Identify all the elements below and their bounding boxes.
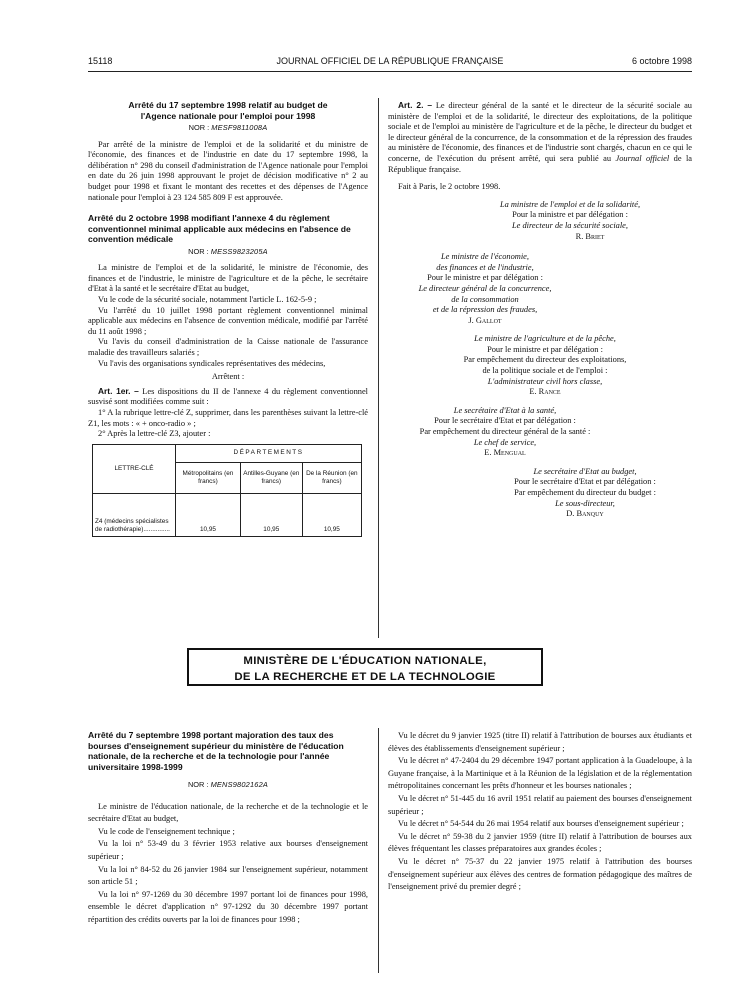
sig4-line-4: Le chef de service, xyxy=(473,437,537,447)
arrete3-left-para-3: Vu la loi n° 53-49 du 3 février 1953 relative aux bourses d'enseignement supérieur ; xyxy=(88,839,368,861)
signature-block-1 xyxy=(388,200,692,242)
arrete3-right-para-2: Vu le décret n° 47-2404 du 29 décembre 1947 portant application à la Guadeloupe, à la Guyane française, à la Martinique et à la Réunion de la législation et de la réglementation métropolitaines concernant les prêts d'honneur et les bourses nationales ; xyxy=(388,756,692,791)
article-1 xyxy=(88,386,368,408)
sig2-line-3: Pour le ministre et par délégation : xyxy=(427,273,543,283)
arrete2-title: Arrêté du 2 octobre 1998 modifiant l'annexe 4 du règlement conventionnel minimal applicable aux médecins en l'absence de convention médicale xyxy=(88,213,351,245)
sig5-line-4: Le sous-directeur, xyxy=(555,498,615,508)
sig4-line-3: Par empêchement du directeur général de la santé : xyxy=(419,427,591,437)
ministry-line-2: DE LA RECHERCHE ET DE LA TECHNOLOGIE xyxy=(234,671,496,683)
header-rule xyxy=(88,71,692,72)
sig1-line-3: Le directeur de la sécurité sociale, xyxy=(512,220,628,230)
signature-block-5 xyxy=(388,467,692,520)
article-1-item-1: 1° A la rubrique lettre-clé Z, supprimer, dans les parenthèses suivant la lettre-clé Z1, les mots : « + onco-radio » ; xyxy=(88,407,368,428)
sig2-line-5: de la consommation xyxy=(451,294,519,304)
arretent: Arrêtent : xyxy=(211,372,245,382)
sig4-name: E. Mengual xyxy=(484,448,526,458)
nor-code: MESS9823205A xyxy=(210,246,268,256)
ministry-line-1: MINISTÈRE DE L'ÉDUCATION NATIONALE, xyxy=(243,655,487,667)
right-column-bottom xyxy=(388,730,692,894)
article-2-end: de la République française. xyxy=(388,153,693,174)
sig3-line-4: de la politique sociale et de l'emploi : xyxy=(482,366,608,376)
arrete3-title: Arrêté du 7 septembre 1998 portant majoration des taux des bourses d'enseignement supérieur du ministère de l'éducation nationale, de la recherche et de la technologie pour l'année universitaire 1998-1999 xyxy=(88,730,344,772)
arrete3-right-para-4: Vu le décret n° 54-544 du 26 mai 1954 relatif aux bourses d'enseignement supérieur ; xyxy=(398,819,684,829)
arrete3-left-para-1: Le ministre de l'éducation nationale, de la recherche et de la technologie et le secrétaire d'Etat au budget, xyxy=(88,801,368,824)
sig2-name: J. Gallot xyxy=(468,315,502,325)
sig3-line-1: Le ministre de l'agriculture et de la pêche, xyxy=(474,334,616,344)
sig5-name: D. Banquy xyxy=(566,509,604,519)
left-column-bottom xyxy=(88,730,368,927)
sig3-line-5: L'administrateur civil hors classe, xyxy=(487,376,603,386)
arrete3-right-para-5: Vu le décret n° 59-38 du 2 janvier 1959 (titre II) relatif à l'attribution de bourses aux élèves fréquentant les classes préparatoires aux grandes écoles ; xyxy=(388,831,692,854)
arrete2-para-4: Vu l'avis du conseil d'administration de la Caisse nationale de l'assurance maladie des travailleurs salariés ; xyxy=(88,337,368,357)
signature-block-4 xyxy=(388,406,692,459)
arrete3-nor xyxy=(88,780,368,791)
sig1-line-1: La ministre de l'emploi et de la solidarité, xyxy=(499,199,641,209)
col-key-header: LETTRE-CLÉ xyxy=(93,444,176,493)
signature-block-2 xyxy=(388,252,692,326)
column-divider-bottom xyxy=(378,728,379,973)
nor-label: NOR : xyxy=(188,246,209,256)
sig4-line-1: Le secrétaire d'Etat à la santé, xyxy=(453,405,557,415)
signature-block-3 xyxy=(388,334,692,398)
arrete3-left-para-5: Vu la loi n° 97-1269 du 30 décembre 1997 portant loi de finances pour 1998, ensemble le décret d'application n° 97-1292 du 30 décembre 1997 portant répartition des crédits ouverts par la loi de finances pour 1998 ; xyxy=(88,889,368,924)
tariff-table xyxy=(92,444,362,537)
arrete3-left-para-2: Vu le code de l'enseignement technique ; xyxy=(98,826,235,836)
sig5-line-1: Le secrétaire d'Etat au budget, xyxy=(533,466,637,476)
arrete1-title: Arrêté du 17 septembre 1998 relatif au budget de l'Agence nationale pour l'emploi pour 1998 xyxy=(128,100,328,121)
column-divider-top xyxy=(378,98,379,638)
article-1-item-2: 2° Après la lettre-clé Z3, ajouter : xyxy=(98,429,211,439)
sig4-line-2: Pour le secrétaire d'Etat et par délégation : xyxy=(434,416,576,426)
nor-label: NOR : xyxy=(187,780,209,789)
table-row xyxy=(93,493,362,536)
nor-label: NOR : xyxy=(188,123,210,132)
arrete1-nor xyxy=(88,123,368,134)
journal-title: JOURNAL OFFICIEL DE LA RÉPUBLIQUE FRANÇAISE xyxy=(276,56,504,66)
arrete3-right-para-6: Vu le décret n° 75-37 du 22 janvier 1975 relatif à l'attribution des bourses d'enseignement supérieur aux élèves des centres de formation pédagogique des maîtres de l'enseignement privé du premier degré ; xyxy=(388,856,692,892)
col-antilles-guyane: Antilles-Guyane (en francs) xyxy=(240,462,302,493)
article-1-text: Les dispositions du II de l'annexe 4 du règlement conventionnel susvisé sont modifiées comme suit : xyxy=(88,386,369,407)
issue-date: 6 octobre 1998 xyxy=(631,56,692,66)
sig1-name: R. Briet xyxy=(575,231,605,241)
sig2-line-4: Le directeur général de la concurrence, xyxy=(418,283,552,293)
arrete2-para-2: Vu le code de la sécurité sociale, notamment l'article L. 162-5-9 ; xyxy=(98,295,317,305)
fait-a-paris: Fait à Paris, le 2 octobre 1998. xyxy=(398,182,501,192)
arrete2-para-3: Vu l'arrêté du 10 juillet 1998 portant règlement conventionnel minimal applicable aux médecins en l'absence de convention médicale, modifié par l'arrêté du 11 août 1998 ; xyxy=(88,305,368,336)
sig2-line-6: et de la répression des fraudes, xyxy=(432,305,538,315)
sig2-line-1: Le ministre de l'économie, xyxy=(440,252,529,262)
running-header xyxy=(88,56,692,72)
sig3-line-2: Pour le ministre et par délégation : xyxy=(487,344,603,354)
sig5-line-2: Pour le secrétaire d'Etat et par délégation : xyxy=(514,477,656,487)
article-2-journal: Journal officiel xyxy=(615,153,670,163)
arrete2-para-5: Vu l'avis des organisations syndicales représentatives des médecins, xyxy=(98,358,326,368)
arrete2-nor xyxy=(88,247,368,258)
article-1-label: Art. 1er. – xyxy=(98,385,139,396)
article-2 xyxy=(388,100,692,175)
sig1-line-2: Pour la ministre et par délégation : xyxy=(512,210,628,220)
arrete3-left-para-4: Vu la loi n° 84-52 du 26 janvier 1984 sur l'enseignement supérieur, notamment son article 51 ; xyxy=(88,864,368,887)
arrete3-right-para-1: Vu le décret du 9 janvier 1925 (titre II) relatif à l'attribution de bourses aux étudiants et élèves des établissements d'enseignement supérieur ; xyxy=(388,731,692,753)
nor-code: MENS9802162A xyxy=(210,780,269,789)
sig3-name: E. Rance xyxy=(529,387,561,397)
value-antilles-guyane: 10,95 xyxy=(240,493,302,536)
col-reunion: De la Réunion (en francs) xyxy=(302,462,361,493)
ministry-heading xyxy=(187,648,543,686)
right-column-top xyxy=(388,100,692,520)
nor-code: MESF9811008A xyxy=(211,123,268,132)
sig3-line-3: Par empêchement du directeur des exploitations, xyxy=(463,355,627,365)
sig2-line-2: des finances et de l'industrie, xyxy=(436,262,534,272)
value-metropolitains: 10,95 xyxy=(176,493,241,536)
value-reunion: 10,95 xyxy=(302,493,361,536)
arrete1-body: Par arrêté de la ministre de l'emploi et de la solidarité et du ministre de l'économie, des finances et de l'industrie en date du 17 septembre 1998, la délibération n° 298 du conseil d'administration de l'Agence nationale pour l'emploi en date du 26 juin 1998 approuvant le projet de décision modificative n° 2 au budget pour 1998 et fixant le montant des recettes et des dépenses de l'Agence nationale pour l'emploi à 23 124 585 809 F est approuvée. xyxy=(88,139,368,202)
col-metropolitains: Métropolitains (en francs) xyxy=(176,462,241,493)
sig5-line-3: Par empêchement du directeur du budget : xyxy=(514,488,656,497)
article-2-text: Le directeur général de la santé et le directeur de la sécurité sociale au ministère de l'emploi et de la solidarité, le directeur des exploitations, de la politique sociale et de l'emploi au ministère de l'agriculture et de la pêche, le directeur du budget et le directeur général de la concurrence, de la consommation et de la répression des fraudes au ministère de l'économie, des finances et de l'industrie sont chargés, chacun en ce qui le concerne, de l'exécution du présent arrêté, qui sera publié au xyxy=(388,101,692,163)
page-number: 15118 xyxy=(88,56,113,66)
article-2-label: Art. 2. – xyxy=(398,100,433,110)
arrete3-right-para-3: Vu le décret n° 51-445 du 16 avril 1951 relatif au paiement des bourses d'enseignement supérieur ; xyxy=(388,793,692,816)
departements-header: DÉPARTEMENTS xyxy=(176,444,362,462)
arrete2-para-1: La ministre de l'emploi et de la solidarité, le ministre de l'économie, des finances et de l'industrie, le ministre de l'agriculture et de la pêche, le secrétaire d'Etat à la santé et le secrétaire d'Etat au budget, xyxy=(88,263,368,294)
left-column-top xyxy=(88,100,368,537)
row-key: Z4 (médecins spécialistes de radiothérapie)............... xyxy=(93,493,176,536)
